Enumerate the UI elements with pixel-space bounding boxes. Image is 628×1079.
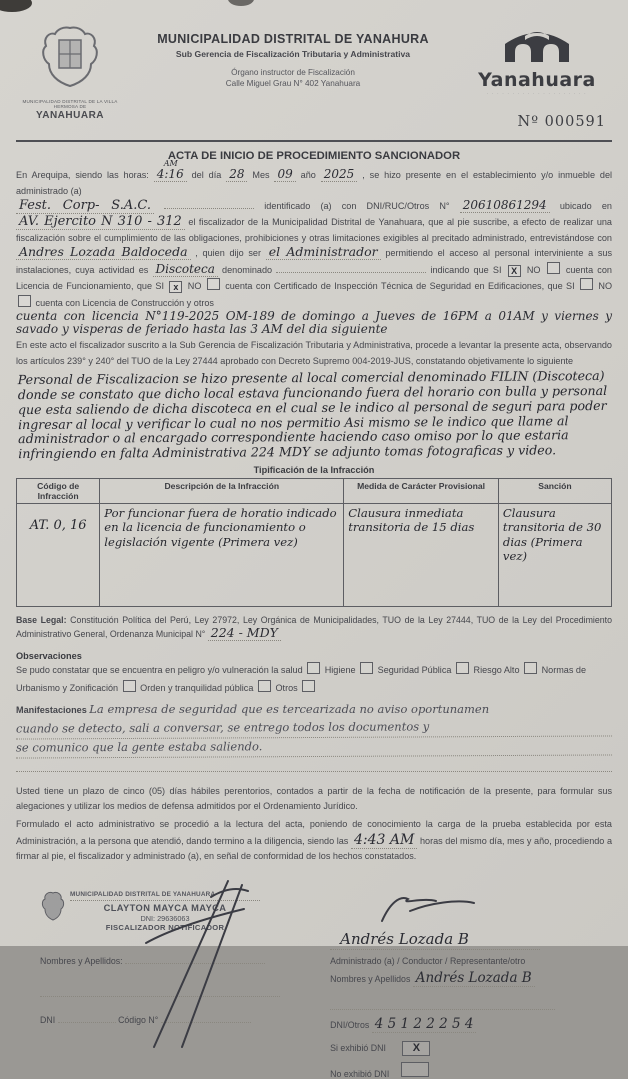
handwritten-am-note: AM — [163, 159, 178, 168]
left-logo-block — [16, 20, 124, 121]
printed-text: horas del mismo día, mes y año, procediendo a firmar al pie, el fiscalizador y administrado (a), en señal de conformidad de los hechos constatados. — [16, 835, 613, 862]
checkbox-construccion-si — [580, 278, 593, 290]
printed-text: En Arequipa, siendo las horas: — [16, 170, 149, 180]
checkbox-certificado-no — [207, 278, 220, 290]
manifestaciones — [16, 701, 612, 771]
document-header — [16, 0, 612, 130]
printed-text: Otros — [275, 683, 298, 694]
printed-text: Orden y tranquilidad pública — [140, 683, 254, 694]
handwritten-interviewee: Andres Lozada Baldoceda — [16, 244, 191, 260]
handwritten-nombres: Andrés Lozada B — [413, 970, 535, 987]
fiscalizador-dni-row — [40, 1013, 290, 1025]
intro-paragraph — [16, 159, 613, 336]
manifestaciones-label: Manifestaciones — [16, 705, 87, 716]
handwritten-day: 28 — [226, 167, 247, 182]
printed-text: el fiscalizador de la Municipalidad Distrital de Yanahuara, que al pie suscribe, a efecto de realizar una fiscalización sobre el cumplimiento de las obligaciones, prohibiciones y otras limitaciones exigibles al precitado administrado, entrevistándose con — [16, 216, 612, 243]
checkbox-riesgo-alto — [524, 662, 537, 674]
stamp-role: FISCALIZADOR NOTIFICADOR — [105, 922, 225, 932]
checkbox-certificado-si: x — [169, 281, 182, 293]
printed-text: del día — [191, 170, 222, 180]
dotted-line — [125, 954, 265, 964]
document-number: Nº 000591 — [517, 114, 606, 130]
org-organo: Órgano instructor de Fiscalización — [231, 68, 355, 77]
page-title: ACTA DE INICIO DE PROCEDIMIENTO SANCIONADOR — [167, 150, 461, 162]
administrado-dni-row — [330, 1018, 612, 1032]
right-logo-block — [462, 20, 612, 130]
small-coat-of-arms-icon — [40, 891, 66, 921]
printed-text: ubicado en — [559, 201, 612, 212]
handwritten-manifestacion-2: cuando se detecto, sali a conversar, se entrego todos los documentos y — [16, 717, 612, 739]
handwritten-manifestacion-1: La empresa de seguridad que es tercearizada no aviso oportunamen — [89, 702, 490, 717]
blank-dotted-line — [40, 982, 280, 997]
checkbox-orden — [258, 680, 271, 692]
signature-area — [16, 891, 612, 1079]
printed-text: cuenta con Licencia de Construcción y — [35, 298, 192, 309]
dni-label: DNI — [40, 1014, 56, 1025]
closing-paragraph — [16, 817, 612, 865]
handwritten-end-time: 4:43 AM — [351, 832, 417, 849]
yanahuara-tagline: · · · · · · · · · · · · · · · · · · · · — [487, 92, 587, 96]
left-logo-caption: YANAHUARA — [35, 109, 105, 121]
checkbox-licencia-si: X — [508, 265, 521, 277]
stamp-name: CLAYTON MAYCA MAYCA — [70, 900, 260, 913]
yanahuara-wordmark: Yanahuara — [478, 69, 596, 91]
printed-text: NO — [526, 264, 541, 275]
nombres-label: Nombres y Apellidos — [330, 973, 411, 984]
administrado-nombres-row — [330, 969, 612, 986]
table-row — [17, 503, 612, 606]
role-line: Administrado (a) / Conductor / Representante/otro — [330, 955, 526, 966]
codigo-label: Código N° — [118, 1014, 159, 1025]
handwritten-ordenanza: 224 - MDY — [208, 625, 281, 641]
handwritten-month: 09 — [274, 167, 295, 182]
printed-text: permitiendo el acceso al personal interviniente a sus instalaciones, cuya actividad es — [16, 248, 613, 275]
printed-text: Urbanismo y Zonificación — [16, 683, 119, 694]
dotted-line — [276, 263, 426, 273]
si-exhibio-row — [330, 1041, 612, 1056]
handwritten-year: 2025 — [321, 167, 358, 182]
blank-dotted-line — [330, 995, 555, 1010]
checkbox-salud — [307, 662, 320, 674]
handwritten-manifestacion-3: se comunico que la gente estaba saliendo. — [16, 736, 612, 758]
printed-text: Formulado el acto administrativo se procedió a la lectura del acta, poniendo de conocimiento la carga de la prueba establecida por esta Administración, a la persona que atendió, dando termino a la diligencia, siendo las — [16, 818, 612, 846]
observaciones-heading: Observaciones — [16, 650, 82, 661]
fiscalizador-nombres-row — [40, 954, 290, 966]
yanahuara-arches-icon — [495, 28, 579, 64]
printed-text: año — [300, 170, 316, 180]
no-exhibio-row — [330, 1062, 612, 1079]
dni-otros-label: DNI/Otros — [330, 1020, 370, 1031]
base-legal-text: Constitución Política del Perú, Ley 27972, Ley Orgánica de Municipalidades, TUO de la Ley 27444, TUO de la Ley del Procedimiento Administrativo General, Ordenanza Municipal N° — [16, 614, 612, 640]
printed-text: Normas de — [541, 664, 587, 675]
handwritten-dni: 4 5 1 2 2 2 5 4 — [372, 1016, 477, 1033]
administrado-signature-block — [290, 891, 612, 1079]
checkbox-otros — [302, 680, 315, 692]
org-address: Calle Miguel Grau N° 402 Yanahuara — [225, 79, 361, 88]
org-subgerencia: Sub Gerencia de Fiscalización Tributaria y Administrativa — [175, 49, 411, 59]
stamp-org-row — [40, 891, 290, 932]
header-titles — [124, 20, 462, 88]
printed-text: , se hizo presente en el establecimiento y/o inmueble del administrado (a) — [16, 170, 613, 196]
handwritten-address: AV. Ejercito N 310 - 312 — [16, 214, 185, 230]
cell-descripcion: Por funcionar fuera de horatio indicado en la licencia de funcionamiento o legislación vigente (Primera vez) — [100, 503, 344, 606]
printed-text: denominado — [222, 264, 273, 275]
checkbox-si-exhibio: X — [402, 1041, 430, 1056]
table-caption: Tipificación de la Infracción — [253, 464, 375, 475]
checkbox-normas — [123, 680, 136, 692]
checkbox-higiene — [360, 662, 373, 674]
printed-text: , quien dijo ser — [195, 248, 262, 259]
left-logo-caption-small: MUNICIPALIDAD DISTRITAL DE LA VILLA HERMOSA DE — [22, 99, 118, 110]
cell-sancion: Clausura transitoria de 30 dias (Primera vez) — [498, 503, 611, 606]
printed-text: NO — [187, 281, 202, 292]
header-divider — [16, 140, 612, 142]
cell-codigo: AT. 0, 16 — [17, 503, 100, 606]
handwritten-signer-name: Andrés Lozada B — [340, 929, 469, 948]
printed-text: otros — [193, 298, 214, 309]
col-descripcion: Descripción de la Infracción — [100, 478, 344, 503]
no-exhibio-label: No exhibió DNI — [330, 1068, 390, 1079]
checkbox-no-exhibio — [401, 1062, 429, 1077]
stamp-dni: DNI: 29636063 — [140, 913, 190, 923]
plazo-paragraph: Usted tiene un plazo de cinco (05) días hábiles perentorios, contados a partir de la fecha de notificación de la presente, para formular sus alegaciones y utilizar los medios de defensa admitidos por el Ordenamiento Jurídico. — [16, 785, 612, 812]
checkbox-licencia-no — [547, 262, 560, 274]
coat-of-arms-icon — [39, 24, 101, 92]
handwritten-company: Fest. Corp- S.A.C. — [16, 198, 154, 214]
observaciones-checkline — [16, 661, 612, 697]
infraction-table — [16, 478, 612, 607]
fiscalizador-signature-block — [16, 891, 290, 1079]
col-medida: Medida de Carácter Provisional — [344, 478, 499, 503]
handwritten-licencia-note: cuenta con licencia N°119-2025 OM-189 de domingo a Jueves de 16PM a 01AM y viernes y savado y visperas de feriado hasta las 3 AM del dia siguiente — [16, 308, 612, 336]
dotted-line — [58, 1013, 116, 1023]
handwritten-constatacion: Personal de Fiscalizacion se hizo presente al local comercial denominado FILIN (Discoteca) donde se constato que dicho local estava funcionando fuera del horario con bulla y personal que esta saliendo de dicha discoteca en el cual se le indico al personal de seguri para poder ingresar al local y verificar lo cual no nos permitio Asi mismo se le indico que llame al administrador o al encargado correspondiente haciendo caso omiso por lo que estaria infringiendo en falta Administrativa 224 MDY se adjunto tomas fotograficas y video. — [17, 368, 608, 462]
col-sancion: Sanción — [498, 478, 611, 503]
acta-paragraph: En este acto el fiscalizador suscrito a la Sub Gerencia de Fiscalización Tributaria y Administrativa, procede a levantar la presente acta, observando los artículos 239° y 240° del TUO de la Ley 27444 aprobado con Decreto Supremo 004-2019-JUS, constatando objetivamente lo siguiente — [16, 340, 612, 366]
handwritten-start-time: 4:16 AM — [154, 167, 187, 182]
table-header-row — [17, 478, 612, 503]
printed-text: Seguridad Pública — [377, 664, 452, 675]
printed-text: cuenta con — [225, 281, 271, 292]
handwritten-ruc: 20610861294 — [460, 198, 550, 213]
signature-dotted-line — [330, 949, 540, 950]
printed-text: Higiene — [324, 664, 356, 675]
org-name: MUNICIPALIDAD DISTRITAL DE YANAHURA — [157, 32, 429, 46]
printed-text: identificado (a) con DNI/RUC/Otros N° — [264, 201, 450, 212]
base-legal — [16, 614, 612, 642]
printed-text: Riesgo Alto — [473, 664, 520, 675]
dotted-line — [164, 199, 254, 209]
printed-text: NO — [598, 281, 613, 292]
handwritten-activity: Discoteca — [153, 262, 218, 277]
printed-text: indicando que SI — [430, 264, 502, 275]
fiscalizador-stamp — [70, 900, 260, 932]
checkbox-construccion-no — [18, 295, 31, 307]
printed-text: Certificado de Inspección Técnica de Seguridad en Edificaciones, que SI — [273, 281, 575, 292]
printed-text: Mes — [252, 170, 270, 180]
dotted-line — [161, 1013, 251, 1023]
cell-medida: Clausura inmediata transitoria de 15 dias — [344, 503, 499, 606]
nombres-label: Nombres y Apellidos: — [40, 955, 123, 966]
si-exhibio-label: Si exhibió DNI — [330, 1042, 386, 1053]
handwritten-role: el Administrador — [266, 244, 381, 260]
col-codigo: Código de Infracción — [17, 478, 100, 503]
printed-text: cuenta con Licencia de Funcionamiento, que SI — [16, 264, 612, 292]
checkbox-seguridad-publica — [456, 662, 469, 674]
administrado-signature-scribble — [370, 891, 480, 925]
base-legal-label: Base Legal: — [16, 614, 67, 625]
blank-dotted-line — [16, 757, 612, 772]
printed-text: Se pudo constatar que se encuentra en peligro y/o vulneración la salud — [16, 664, 303, 675]
stamp-org-name: MUNICIPALIDAD DISTRITAL DE YANAHUARA — [70, 890, 216, 898]
